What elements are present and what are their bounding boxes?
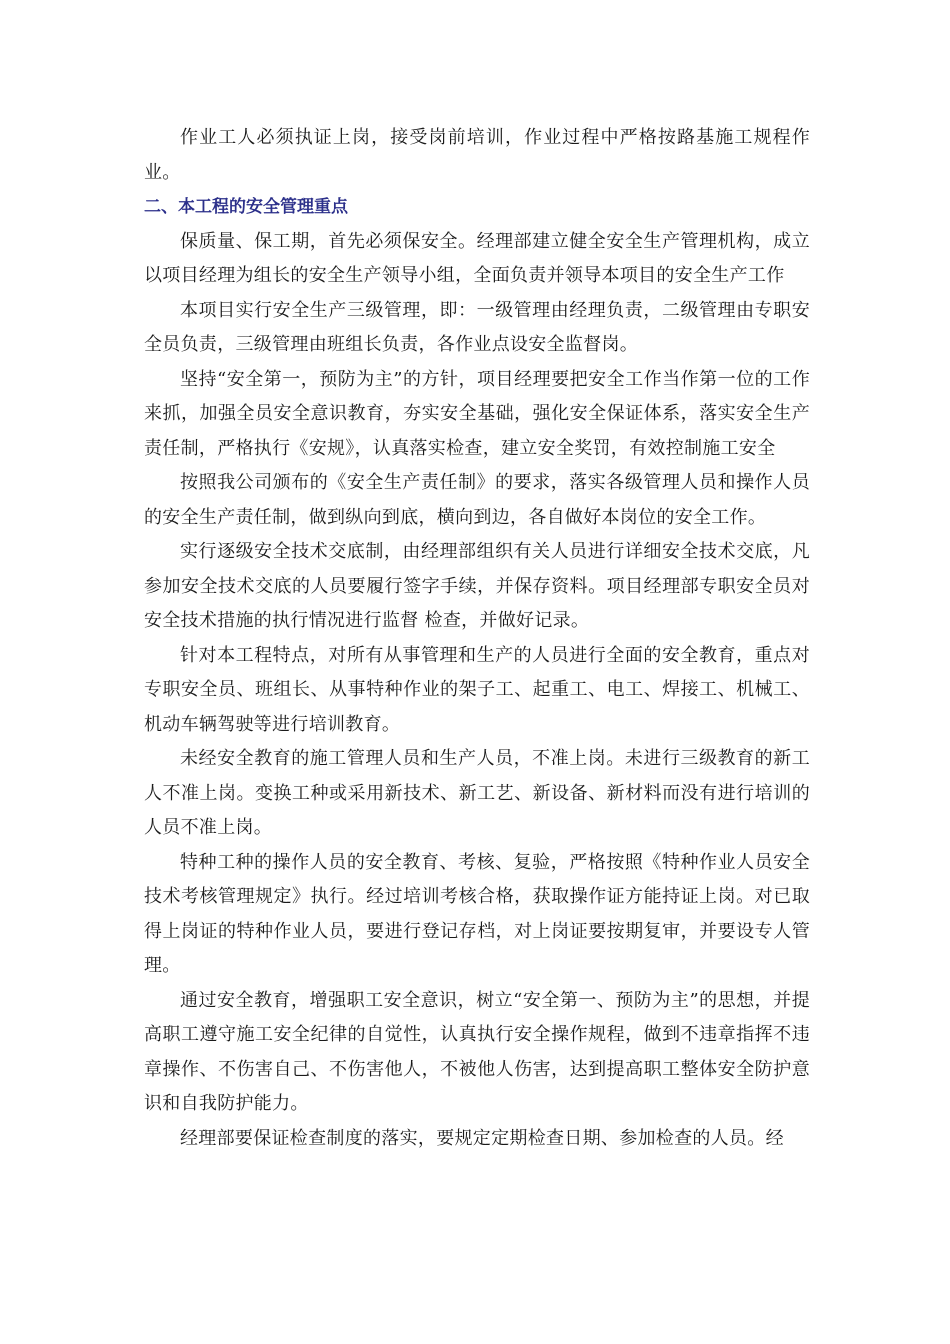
- paragraph-no-training-no-work: 未经安全教育的施工管理人员和生产人员，不准上岗。未进行三级教育的新工人不准上岗。变换工种或采用新技术、新工艺、新设备、新材料而没有进行培训的人员不准上岗。: [144, 748, 810, 838]
- paragraph-three-level-management: 本项目实行安全生产三级管理，即：一级管理由经理负责，二级管理由专职安全员负责，三级管理由班组长负责，各作业点设安全监督岗。: [144, 299, 810, 355]
- paragraph-safety-first-policy: 坚持“安全第一，预防为主”的方针，项目经理要把安全工作当作第一位的工作来抓，加强全员安全意识教育，夯实安全基础，强化安全保证体系，落实安全生产责任制，严格执行《安规》，认真落实检查，建立安全奖罚，有效控制施工安全: [144, 368, 810, 459]
- section-heading-safety-focus: 二、本工程的安全管理重点: [144, 197, 348, 217]
- paragraph-safety-awareness: 通过安全教育，增强职工安全意识，树立“安全第一、预防为主”的思想，并提高职工遵守施工安全纪律的自觉性，认真执行安全操作规程，做到不违章指挥不违章操作、不伤害自己、不伤害他人，不被他人伤害，达到提高职工整体安全防护意识和自我防护能力。: [144, 989, 810, 1114]
- paragraph-technical-briefing: 实行逐级安全技术交底制，由经理部组织有关人员进行详细安全技术交底，凡参加安全技术交底的人员要履行签字手续，并保存资料。项目经理部专职安全员对安全技术措施的执行情况进行监督 检查，并做好记录。: [144, 541, 810, 631]
- paragraph-safety-training: 针对本工程特点，对所有从事管理和生产的人员进行全面的安全教育，重点对专职安全员、班组长、从事特种作业的架子工、起重工、电工、焊接工、机械工、机动车辆驾驶等进行培训教育。: [144, 644, 810, 735]
- paragraph-certified-workers: 作业工人必须执证上岗，接受岗前培训，作业过程中严格按路基施工规程作业。: [144, 127, 810, 183]
- paragraph-safety-organization: 保质量、保工期，首先必须保安全。经理部建立健全安全生产管理机构，成立以项目经理为组长的安全生产领导小组，全面负责并领导本项目的安全生产工作: [144, 230, 810, 286]
- paragraph-special-workers: 特种工种的操作人员的安全教育、考核、复验，严格按照《特种作业人员安全技术考核管理规定》执行。经过培训考核合格，获取操作证方能持证上岗。对已取得上岗证的特种作业人员，要进行登记存档，对上岗证要按期复审，并要设专人管理。: [144, 851, 810, 976]
- paragraph-inspection-system: 经理部要保证检查制度的落实，要规定定期检查日期、参加检查的人员。经: [180, 1127, 784, 1149]
- document-body: [144, 121, 810, 1156]
- paragraph-responsibility-system: 按照我公司颁布的《安全生产责任制》的要求，落实各级管理人员和操作人员的安全生产责任制，做到纵向到底，横向到边，各自做好本岗位的安全工作。: [144, 472, 810, 528]
